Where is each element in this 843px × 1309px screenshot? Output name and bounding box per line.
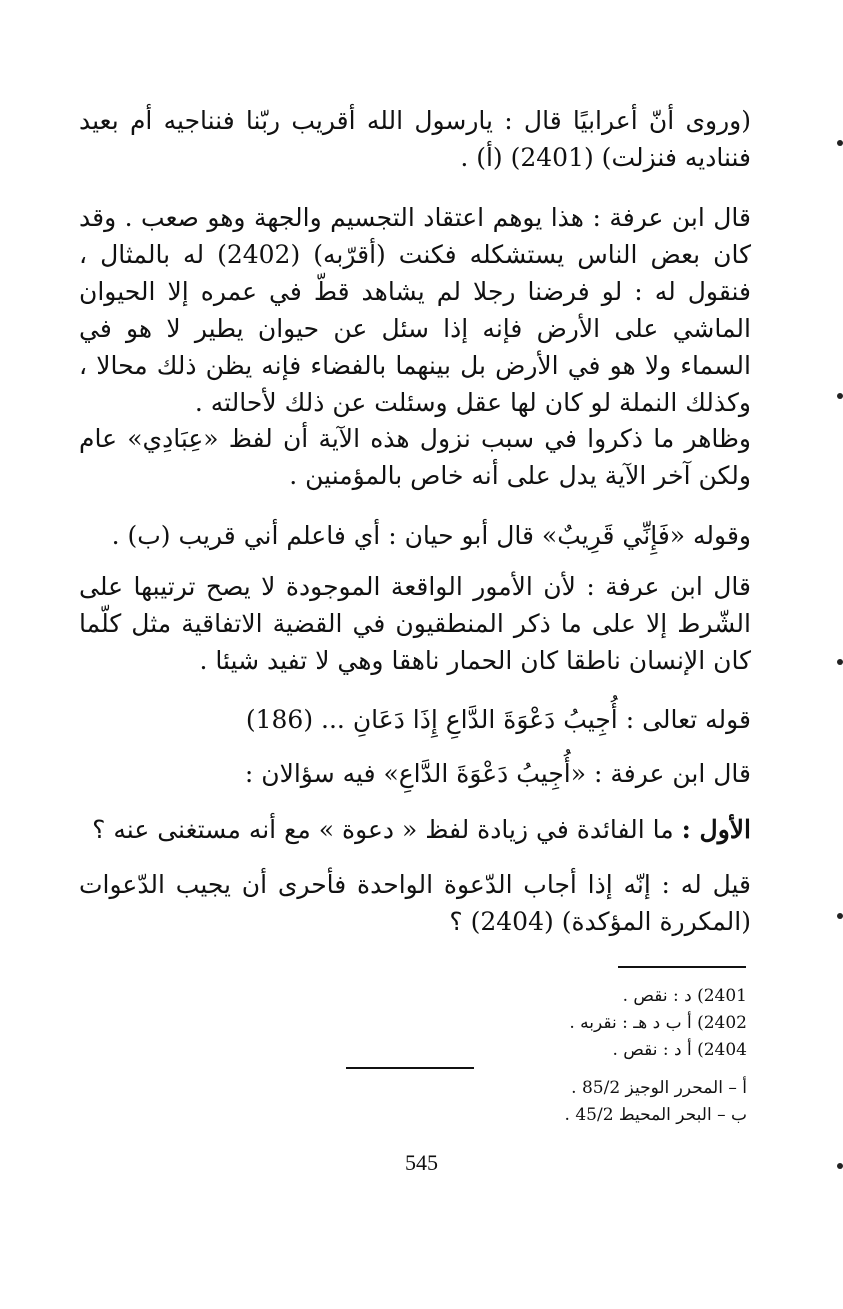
footnote-item: 2401) د : نقص . [622,986,747,1006]
paragraph-2: قال ابن عرفة : هذا يوهم اعتقاد التجسيم والجهة وهو صعب . وقد كان بعض الناس يستشكله فكنت (أقرّبه) (2402) له بالمثال ، فنقول له : لو فرضنا رجلا لم يشاهد قطّ في عمره إلا الحيوان الماشي على الأرض فإنه إذا سئل عن حيوان يطير لا هو في السماء ولا هو في الأرض بل بينهما بالفضاء فإنه يظن ذلك محالا ، وكذلك النملة لو كان لها عقل وسئلت عن ذلك لأحالته . [79,203,751,417]
footnote-item: ب – البحر المحيط 45/2 . [564,1105,747,1125]
paragraph-3: وظاهر ما ذكروا في سبب نزول هذه الآية أن لفظ «عِبَادِي» عام ولكن آخر الآية يدل على أنه خاص بالمؤمنين . [79,424,751,490]
footnote-divider-secondary [346,1067,474,1069]
margin-mark [837,913,843,919]
margin-mark [837,659,843,665]
verse-heading: قوله تعالى : أُجِيبُ دَعْوَةَ الدَّاعِ إِذَا دَعَانِ ... (186) [245,705,751,734]
footnotes-variants [247,983,747,1064]
footnote-item: 2404) أ د : نقص . [612,1040,747,1060]
footnote-item: 2402) أ ب د هـ : نقربه . [569,1013,747,1033]
paragraph-1: (وروى أنّ أعرابيًا قال : يارسول الله أقريب ربّنا فنناجيه أم بعيد فنناديه فنزلت) (2401) (أ) . [79,106,751,172]
margin-mark [837,140,843,146]
margin-mark [837,1163,843,1169]
footnote-divider [618,966,746,968]
footnote-item: أ – المحرر الوجيز 85/2 . [571,1078,747,1098]
paragraph-8 [79,811,751,848]
first-question-label: الأول : [681,815,751,844]
page-number: 545 [405,1150,438,1175]
paragraph-5: قال ابن عرفة : لأن الأمور الواقعة الموجودة لا يصح ترتيبها على الشّرط إلا على ما ذكر المنطقيون في القضية الاتفاقية مثل كلّما كان الإنسان ناطقا كان الحمار ناهقا وهي لا تفيد شيئا . [79,572,751,675]
paragraph-9: قيل له : إنّه إذا أجاب الدّعوة الواحدة فأحرى أن يجيب الدّعوات (المكررة المؤكدة) (2404) ؟ [79,870,751,936]
margin-mark [837,393,843,399]
footnotes-sources [247,1075,747,1129]
first-question-text: ما الفائدة في زيادة لفظ « دعوة » مع أنه مستغنى عنه ؟ [92,815,682,844]
paragraph-7: قال ابن عرفة : «أُجِيبُ دَعْوَةَ الدَّاعِ» فيه سؤالان : [244,759,751,788]
paragraph-4: وقوله «فَإِنِّي قَرِيبٌ» قال أبو حيان : أي فاعلم أني قريب (ب) . [111,521,751,550]
